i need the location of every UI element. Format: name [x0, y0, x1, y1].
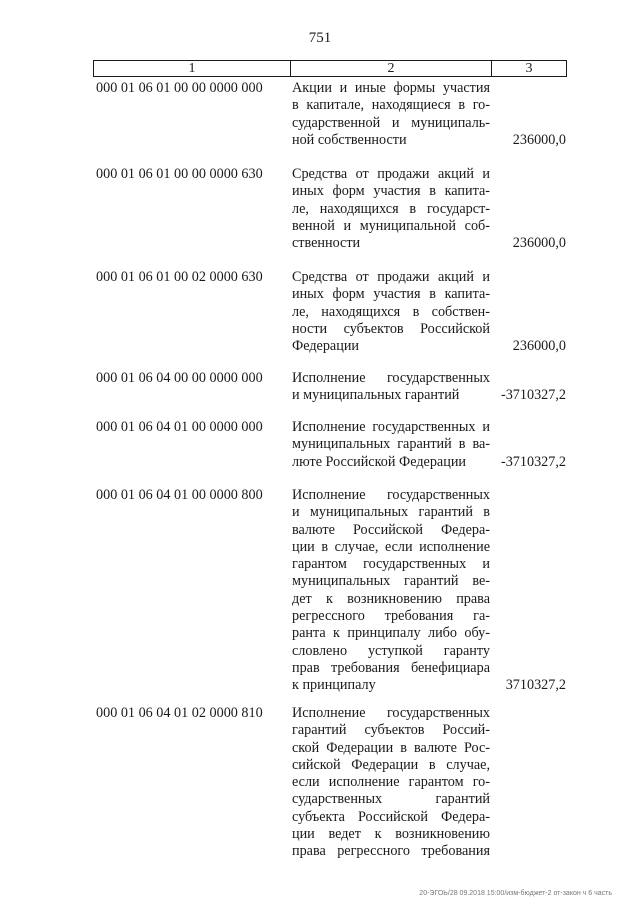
description-line: права регрессного требования: [292, 843, 490, 860]
description-line: словлено уступкой гаранту: [292, 642, 490, 659]
description-line: к принципалу: [292, 677, 376, 694]
description-line: муниципальных гарантий в ва-: [292, 436, 490, 453]
budget-code: 000 01 06 04 01 02 0000 810: [96, 705, 263, 721]
description-line: ности субъектов Российской: [292, 320, 490, 337]
description-line: иных форм участия в капита-: [292, 183, 490, 200]
description-line: ции ведет к возникновению: [292, 826, 490, 843]
description-line: Исполнение государственных: [292, 487, 490, 503]
description-line: Исполнение государственных и: [292, 419, 490, 435]
description-line: если исполнение гарантом го-: [292, 774, 490, 791]
description-line: и муниципальных гарантий в: [292, 504, 490, 521]
column-header-1: 1: [94, 61, 291, 76]
description-line: субъекта Российской Федера-: [292, 808, 490, 825]
description-line: валюте Российской Федера-: [292, 521, 490, 538]
description-line: Федерации: [292, 338, 360, 355]
row-description: [292, 269, 490, 355]
description-line: сударственной и муниципаль-: [292, 114, 490, 131]
description-line: гарантий субъектов Россий-: [292, 722, 490, 739]
row-amount: 3710327,2: [505, 677, 566, 694]
row-amount: 236000,0: [512, 235, 566, 252]
description-line: ции в случае, если исполнение: [292, 538, 490, 555]
description-line: сударственных гарантий: [292, 791, 490, 808]
description-line: Исполнение государственных: [292, 370, 490, 386]
row-amount: 236000,0: [512, 131, 566, 148]
description-line: в капитале, находящиеся в го-: [292, 97, 490, 114]
description-line: ле, находящихся в государст-: [292, 200, 490, 217]
budget-code: 000 01 06 01 00 00 0000 630: [96, 166, 263, 182]
row-description: [292, 487, 490, 695]
budget-code: 000 01 06 04 01 00 0000 000: [96, 419, 263, 435]
description-line: ственности: [292, 235, 361, 252]
column-header-2: 2: [291, 61, 492, 76]
description-line: Исполнение государственных: [292, 705, 490, 721]
row-amount: 236000,0: [512, 338, 566, 355]
page-number: 751: [308, 30, 332, 46]
row-description: [292, 370, 490, 405]
row-description: [292, 166, 490, 252]
description-line: ной собственности: [292, 131, 407, 148]
description-line: венной и муниципальной соб-: [292, 217, 490, 234]
footer-stamp: 20-ЭГОЬ/28 09.2018 15:00/изм-бюджет-2 от-закон ч 6 часть: [419, 890, 612, 897]
row-description: [292, 419, 490, 471]
description-line: иных форм участия в капита-: [292, 286, 490, 303]
description-line: прав требования бенефициара: [292, 659, 490, 676]
description-line: ле, находящихся в собствен-: [292, 303, 490, 320]
row-amount: -3710327,2: [500, 453, 566, 470]
description-line: ранта к принципалу либо обу-: [292, 625, 490, 642]
description-line: Средства от продажи акций и: [292, 269, 490, 285]
row-description: [292, 705, 490, 861]
budget-code: 000 01 06 01 00 00 0000 000: [96, 80, 263, 96]
description-line: люте Российской Федерации: [292, 453, 467, 470]
description-line: Средства от продажи акций и: [292, 166, 490, 182]
description-line: сийской Федерации в случае,: [292, 756, 490, 773]
budget-code: 000 01 06 04 00 00 0000 000: [96, 370, 263, 386]
description-line: Акции и иные формы участия: [292, 80, 490, 96]
budget-code: 000 01 06 01 00 02 0000 630: [96, 269, 263, 285]
description-line: регрессного требования га-: [292, 608, 490, 625]
row-amount: -3710327,2: [500, 387, 566, 404]
description-line: и муниципальных гарантий: [292, 387, 460, 404]
description-line: ской Федерации в валюте Рос-: [292, 739, 490, 756]
table-header: [93, 60, 567, 77]
column-header-3: 3: [525, 61, 533, 76]
budget-code: 000 01 06 04 01 00 0000 800: [96, 487, 263, 503]
description-line: гарантом государственных и: [292, 556, 490, 573]
description-line: дет к возникновению права: [292, 590, 490, 607]
description-line: муниципальных гарантий ве-: [292, 573, 490, 590]
row-description: [292, 80, 490, 149]
